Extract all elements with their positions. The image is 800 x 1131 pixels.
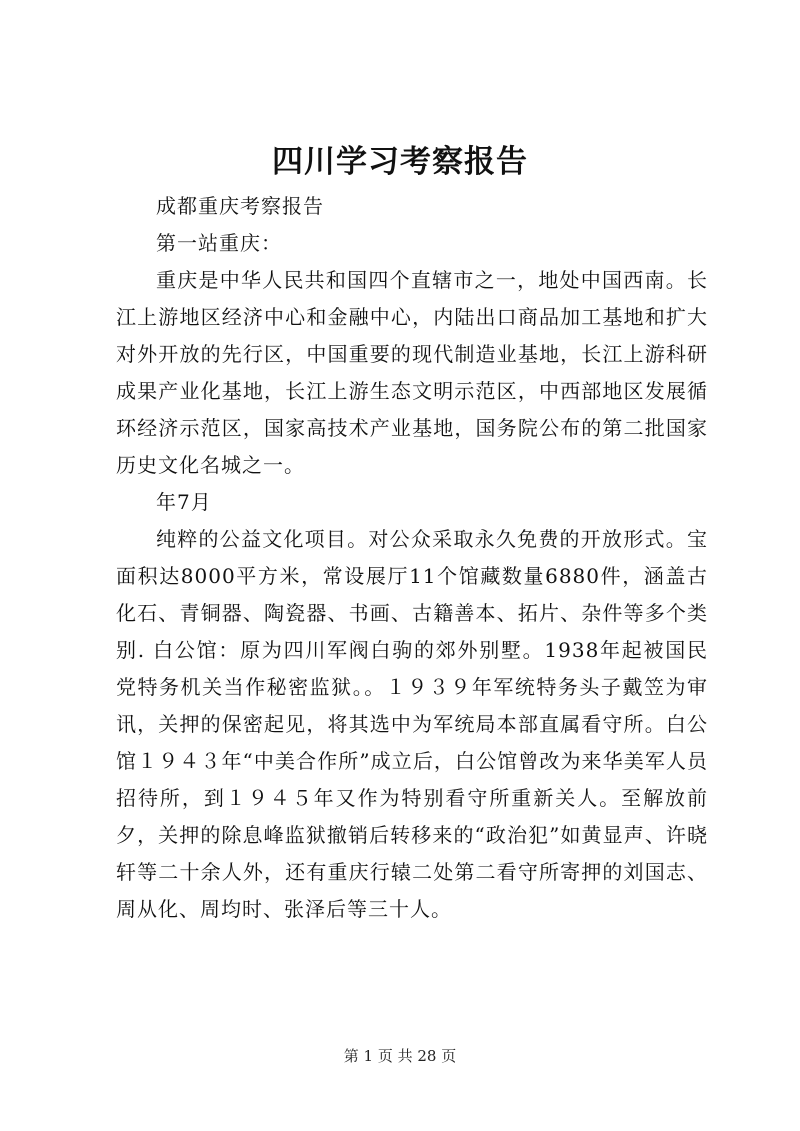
paragraph-chongqing-intro: 重庆是中华人民共和国四个直辖市之一，地处中国西南。长江上游地区经济中心和金融中心，内陆出口商品加工基地和扩大对外开放的先行区，中国重要的现代制造业基地，长江上游科研成果产业化基地，长江上游生态文明示范区，中西部地区发展循环经济示范区，国家高技术产业基地，国务院公布的第二批国家历史文化名城之一。 [116, 268, 708, 477]
document-title: 四川学习考察报告 [272, 144, 528, 180]
paragraph-first-stop: 第一站重庆： [156, 231, 282, 255]
paragraph-museum-bai-mansion: 纯粹的公益文化项目。对公众采取永久免费的开放形式。宝面积达8000平方米，常设展厅11个馆藏数量6880件，涵盖古化石、青铜器、陶瓷器、书画、古籍善本、拓片、杂件等多个类别. 白公馆：原为四川军阀白驹的郊外别墅。1938年起被国民党特务机关当作秘密监狱。。１９３９年军统特务头子戴笠为审讯，关押的保密起见，将其选中为军统局本部直属看守所。白公馆１９４３年“中美合作所”成立后，白公馆曾改为来华美军人员招待所，到１９４５年又作为特别看守所重新关人。至解放前夕，关押的除息峰监狱撤销后转移来的“政治犯”如黄显声、许晓轩等二十余人外，还有重庆行辕二处第二看守所寄押的刘国志、周从化、周均时、张泽后等三十人。 [116, 527, 708, 921]
paragraph-subtitle: 成都重庆考察报告 [156, 194, 324, 218]
page-footer: 第 1 页 共 28 页 [343, 1047, 457, 1065]
document-body [116, 188, 708, 928]
paragraph-date: 年7月 [156, 490, 212, 514]
